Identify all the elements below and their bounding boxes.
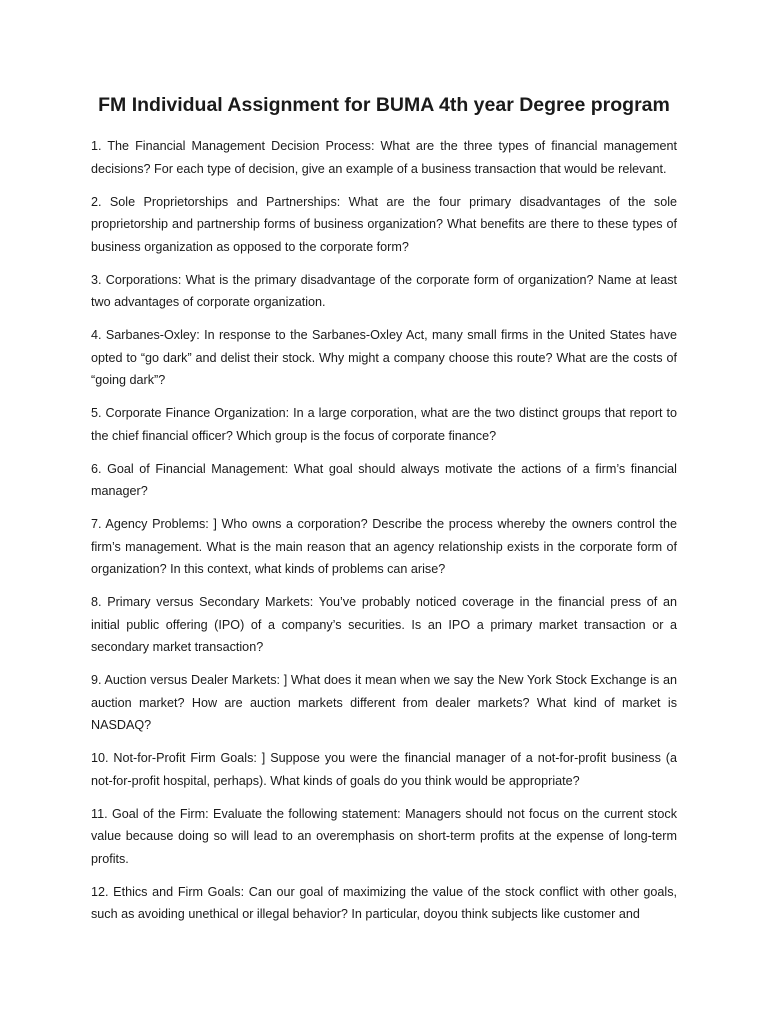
question-item: 2. Sole Proprietorships and Partnerships: What are the four primary disadvantages of the sole proprietorship and partnership forms of business organization? What benefits are there to these types of business organization as opposed to the corporate form? bbox=[91, 194, 677, 254]
question-item: 3. Corporations: What is the primary disadvantage of the corporate form of organization? Name at least two advantages of corporate organization. bbox=[91, 272, 677, 309]
question-item: 8. Primary versus Secondary Markets: You’ve probably noticed coverage in the financial press of an initial public offering (IPO) of a company’s securities. Is an IPO a primary market transaction or a secondary market transaction? bbox=[91, 595, 677, 654]
question-item: 5. Corporate Finance Organization: In a large corporation, what are the two distinct groups that report to the chief financial officer? Which group is the focus of corporate finance? bbox=[91, 406, 677, 443]
question-item: 7. Agency Problems: ] Who owns a corporation? Describe the process whereby the owners control the firm’s management. What is the main reason that an agency relationship exists in the corporate form of organization? In this context, what kinds of problems can arise? bbox=[91, 517, 677, 576]
question-item: 6. Goal of Financial Management: What goal should always motivate the actions of a firm’s financial manager? bbox=[91, 461, 677, 498]
question-item: 11. Goal of the Firm: Evaluate the following statement: Managers should not focus on the current stock value because doing so will lead to an overemphasis on short-term profits at the expense of long-term profits. bbox=[91, 806, 677, 866]
question-item: 4. Sarbanes-Oxley: In response to the Sarbanes-Oxley Act, many small firms in the United States have opted to “go dark” and delist their stock. Why might a company choose this route? What are the costs of “going dark”? bbox=[91, 328, 677, 387]
question-list bbox=[91, 135, 677, 936]
question-item: 9. Auction versus Dealer Markets: ] What does it mean when we say the New York Stock Exchange is an auction market? How are auction markets different from dealer markets? What kind of market is NASDAQ? bbox=[91, 673, 677, 732]
document-title: FM Individual Assignment for BUMA 4th year Degree program bbox=[98, 94, 670, 116]
question-item: 1. The Financial Management Decision Process: What are the three types of financial management decisions? For each type of decision, give an example of a business transaction that would be relevant. bbox=[91, 139, 677, 176]
question-item: 10. Not-for-Profit Firm Goals: ] Suppose you were the financial manager of a not-for-profit business (a not-for-profit hospital, perhaps). What kinds of goals do you think would be appropriate? bbox=[91, 751, 677, 788]
question-item: 12. Ethics and Firm Goals: Can our goal of maximizing the value of the stock conflict with other goals, such as avoiding unethical or illegal behavior? In particular, doyou think subjects like customer and bbox=[91, 884, 677, 921]
